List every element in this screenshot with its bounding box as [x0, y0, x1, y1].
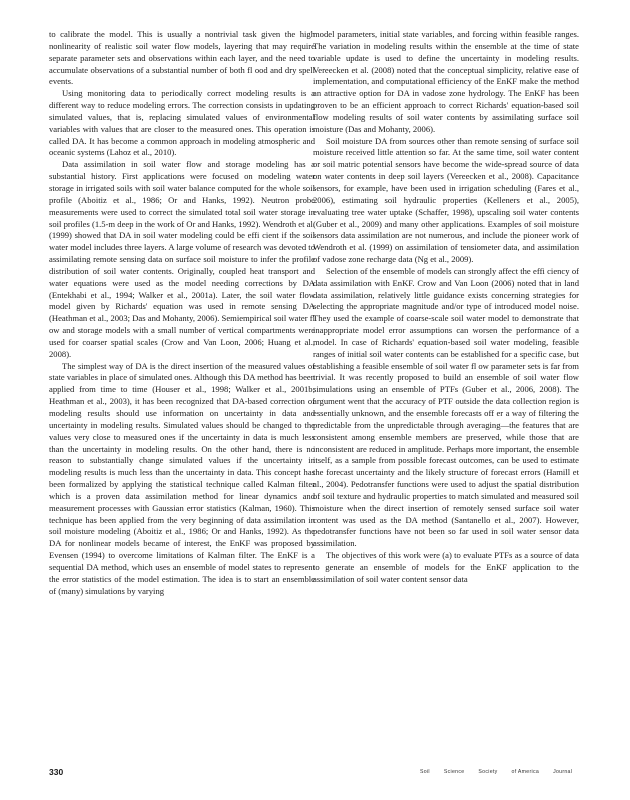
- right-paragraph-4: The objectives of this work were (a) to evaluate PTFs as a source of data to generate an ensemble of models for the EnKF application to the assimilation of soil water content sensor data: [313, 550, 579, 584]
- journal-name: [420, 769, 572, 775]
- journal-word: of America: [511, 769, 540, 775]
- right-paragraph-2: Soil moisture DA from sources other than remote sensing of surface soil moisture received little attention so far. At the same time, soil water content or soil matric potential sensors have become the wide-spread source of data on water contents in deep soil layers (Vereecken et al., 2008). Capacitance sensors, for example, have been used in irrigation scheduling (Fares et al., 2006), estimating soil hydraulic properties (Kelleners et al., 2005), evaluating tree water uptake (Schaffer, 1998), upscaling soil water contents (Guber et al., 2009) and many other applications. Examples of soil moisture sensors data assimilation are not numerous, and include the pioneer work of Wendroth et al. (1999) on assimilation of tensiometer data, and assimilation of vadose zone recharge data (Ng et al., 2009).: [313, 135, 579, 265]
- journal-word: Science: [443, 769, 465, 775]
- right-column: [313, 29, 579, 586]
- left-paragraph-4: The simplest way of DA is the direct insertion of the measured values of state variables in place of simulated ones. Although this DA method has been applied from time to time (Houser et al., 1998; Walker et al., 2001b; Heathman et al., 2003), it has been recognized that DA-based correction of modeling results should use information on uncertainty in data and uncertainty in modeling results. Simulated values should be changed to the values very close to measured ones if the uncertainty in data is much less than the uncertainty in modeling results. On the other hand, there is no reason to substantially change simulated values if the uncertainty in modeling results is much less than the uncertainty in data. This concept has been formalized by applying the statistical technique called Kalman filter which is a proven data assimilation method for linear dynamics and measurement processes with Gaussian error statistics (Kalman, 1960). This technique has been applied from the very beginning of data assimilation in soil moisture modeling (Aboitiz et al., 1986; Or and Hanks, 1992). As the DA for nonlinear models became of interest, the EnKF was proposed by Evensen (1994) to overcome limitations of Kalman filter. The EnKF is a sequential DA method, which uses an ensemble of model states to represent the error statistics of the model estimation. The idea is to start an ensemble of (many) simulations by varying: [49, 360, 315, 596]
- left-paragraph-2: Using monitoring data to periodically correct modeling results is a different way to reduce modeling errors. The correction consists in updating simulated values, that is, replacing simulated values of environmental variables with values that are closer to the measured ones. This operation is called DA. It has become a common approach in modeling atmospheric and oceanic systems (Lahoz et al., 2010).: [49, 88, 315, 158]
- right-paragraph-3: Selection of the ensemble of models can strongly affect the effi ciency of data assimilation with EnKF. Crow and Van Loon (2006) noted that in land data assimilation, relatively little guidance exists concerning strategies for selecting the appropriate magnitude and/or type of introduced model noise. They used the example of coarse-scale soil water model to demonstrate that inappropriate model error assumptions can worsen the performance of a model. In case of Richards' equation-based soil water modeling, feasible ranges of initial soil water contents can be established for a specific case, but establishing a feasible ensemble of soil water fl ow parameter sets is far from trivial. It was recently proposed to build an ensemble of soil water flow simulations using an ensemble of PTFs (Guber et al., 2006, 2008). The argument went that the accuracy of PTF outside the data collection region is essentially unknown, and the ensemble forecasts off er a way of filtering the predictable from the unpredictable through averaging—the features that are consistent among ensemble members are preserved, while those that are inconsistent are reduced in amplitude. Perhaps more important, the ensemble itself, as a sample from possible forecast outcomes, can be used to estimate the forecast uncertainty and the likely structure of forecast errors (Hamill et al., 2004). Pedotransfer functions were used to adjust the spatial distribution of soil texture and hydraulic properties to match simulated and measured soil moisture when the direct insertion of remotely sensed surface soil water content was used as the DA method (Santanello et al., 2007). However, pedotransfer functions have not been so far used in soil water sensor data assimilation.: [313, 265, 579, 549]
- right-paragraph-1: model parameters, initial state variables, and forcing within feasible ranges. The variation in modeling results within the ensemble at the time of state variable update is used to define the uncertainty in modeling results. Vereecken et al. (2008) noted that the conceptual simplicity, relative ease of implementation, and computational efficiency of the EnKF make the method an attractive option for DA in vadose zone hydrology. The EnKF has been proven to be an efficient approach to correct Richards' equation-based soil flow modeling results of soil water contents by assimilating surface soil moisture (Das and Mohanty, 2006).: [313, 29, 579, 134]
- journal-word: Society: [478, 769, 498, 775]
- left-paragraph-1: to calibrate the model. This is usually a nontrivial task given the high nonlinearity of realistic soil water flow models, layering that may require separate parameter sets and observations within each layer, and the need to accumulate observations of a substantial number of both fl ood and dry spell events.: [49, 29, 315, 87]
- page-footer: [0, 767, 630, 781]
- journal-word: Soil: [420, 769, 430, 775]
- left-paragraph-3: Data assimilation in soil water flow and storage modeling has a substantial history. First applications were focused on modeling water storage in irrigated soils with soil water balance computed for the whole soil profile (Aboitiz et al., 1986; Or and Hanks, 1992). Neutron probe measurements were used to correct the simulated total soil water storage in soil profiles (1.5-m deep in the work of Or and Hanks, 1992). Wendroth et al. (1999) showed that DA in soil water modeling could be effi cient if the soil water model includes three layers. A large volume of research was devoted to assimilating remote sensing data on surface soil moisture to infer the profile distribution of soil water contents. Originally, coupled heat transport and water equations were used as the model needing corrections by DA (Entekhabi et al., 1994; Walker et al., 2001a). Later, the soil water flow model given by Richards' equation was used in remote sensing DA (Heathman et al., 2003; Das and Mohanty, 2006). Semiempirical soil water fl ow and storage models with a small number of vertical compartments were used for coarser spatial scales (Crow and Van Loon, 2006; Huang et al., 2008).: [49, 159, 315, 359]
- left-column: [49, 29, 315, 598]
- page-number: 330: [49, 767, 64, 777]
- journal-word: Journal: [553, 769, 573, 775]
